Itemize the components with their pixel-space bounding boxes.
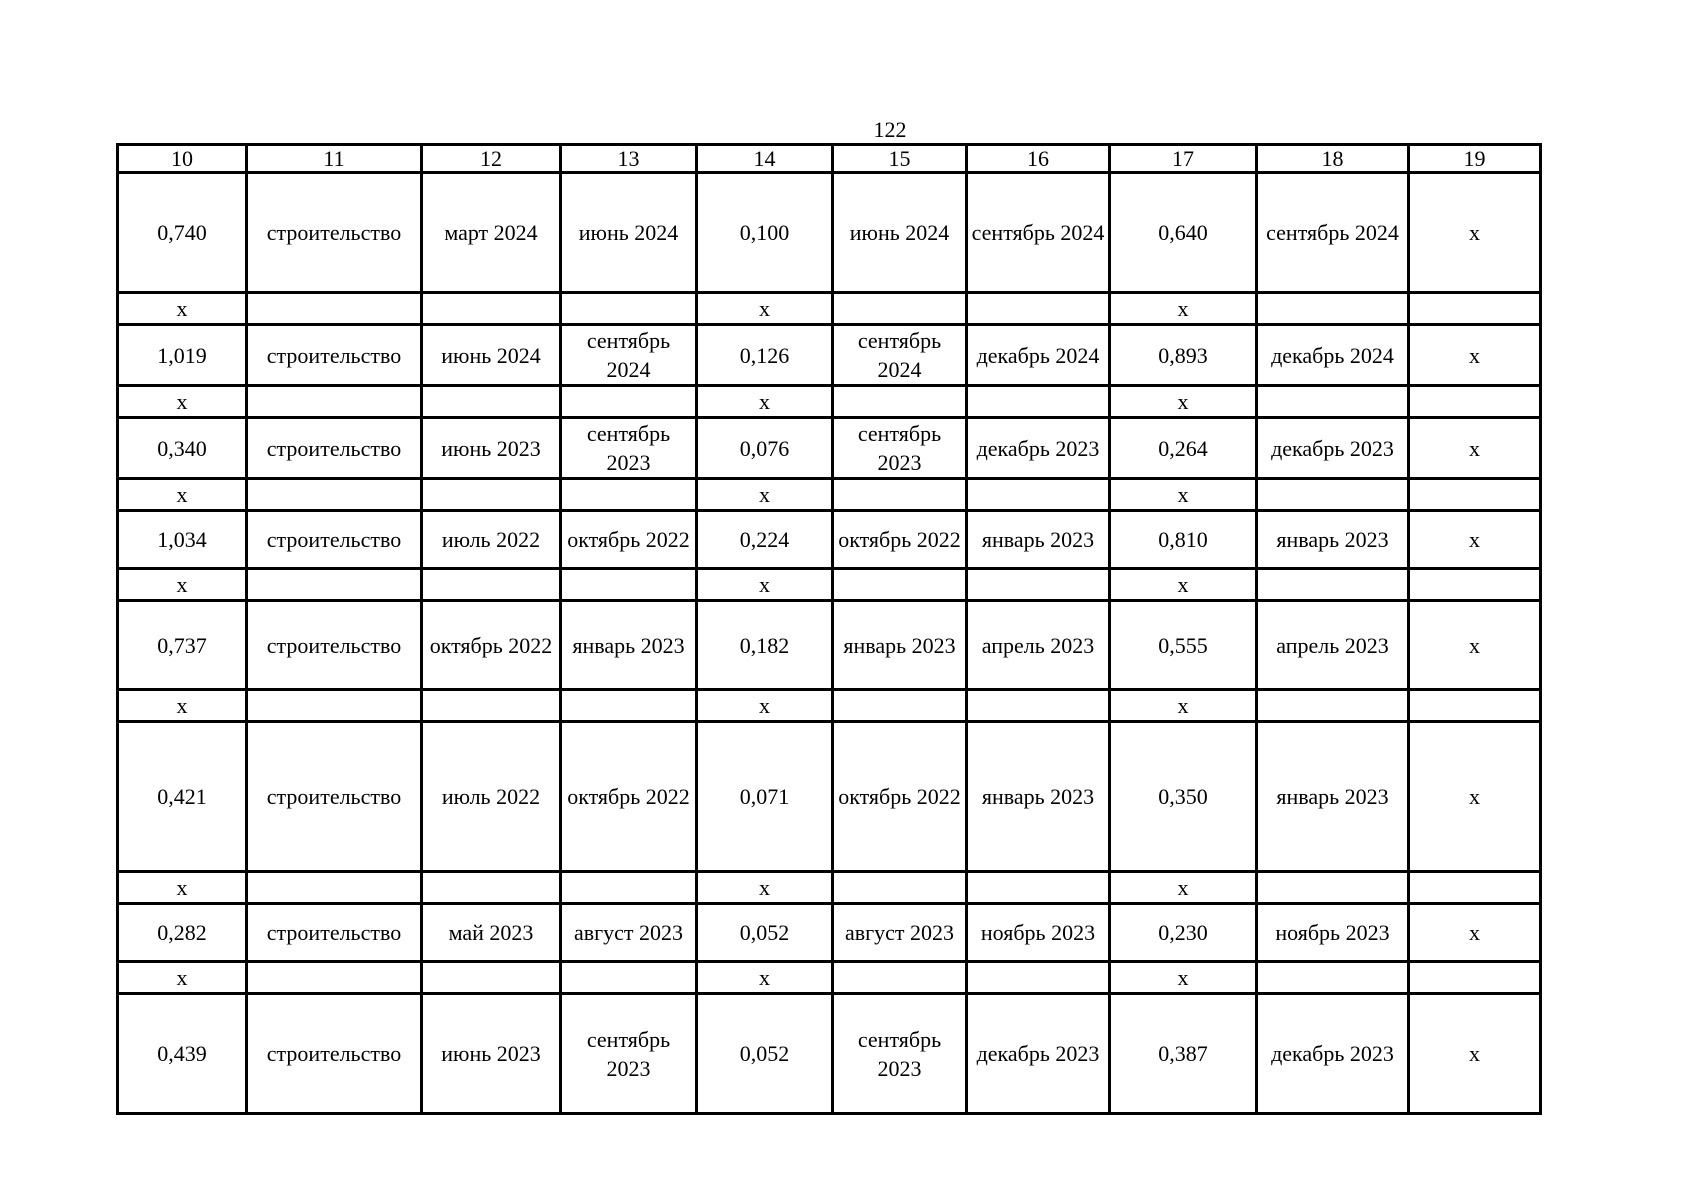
table-cell [247, 962, 422, 994]
table-cell: х [1409, 325, 1541, 386]
table-cell: март 2024 [422, 173, 561, 293]
table-cell [561, 386, 697, 418]
page-number: 122 [873, 117, 907, 142]
table-cell [833, 962, 967, 994]
table-cell: х [1409, 418, 1541, 479]
table-cell: 0,076 [697, 418, 833, 479]
table-subrow [118, 569, 1541, 601]
table-cell: х [118, 386, 247, 418]
table-cell [833, 293, 967, 325]
table-cell: х [1110, 479, 1257, 511]
table-cell: 0,555 [1110, 601, 1257, 690]
table-cell: сентябрь 2023 [833, 994, 967, 1114]
table-cell: октябрь 2022 [561, 722, 697, 872]
table-cell: х [118, 690, 247, 722]
table-row [118, 904, 1541, 962]
table-cell: 0,264 [1110, 418, 1257, 479]
table-cell: сентябрь 2024 [967, 173, 1110, 293]
table-cell: х [697, 386, 833, 418]
table-cell: июнь 2023 [422, 994, 561, 1114]
table-cell: строительство [247, 511, 422, 569]
table-cell: 0,052 [697, 904, 833, 962]
table-cell [1257, 690, 1409, 722]
table-cell: июль 2022 [422, 722, 561, 872]
table-cell: х [118, 293, 247, 325]
table-cell: х [697, 569, 833, 601]
table-cell: 1,034 [118, 511, 247, 569]
table-cell: 0,100 [697, 173, 833, 293]
table-cell: ноябрь 2023 [1257, 904, 1409, 962]
table-cell: декабрь 2024 [967, 325, 1110, 386]
table-cell [247, 479, 422, 511]
table-cell: 0,350 [1110, 722, 1257, 872]
table-cell: х [1110, 386, 1257, 418]
table-cell: ноябрь 2023 [967, 904, 1110, 962]
column-header: 13 [561, 145, 697, 173]
table-cell [422, 386, 561, 418]
table-cell: 0,640 [1110, 173, 1257, 293]
table-cell [247, 872, 422, 904]
table-cell: сентябрь 2024 [1257, 173, 1409, 293]
table-cell: х [1110, 690, 1257, 722]
table-cell: сентябрь 2023 [561, 994, 697, 1114]
table-cell: январь 2023 [833, 601, 967, 690]
table-cell [561, 293, 697, 325]
table-cell: х [118, 569, 247, 601]
column-header: 18 [1257, 145, 1409, 173]
table-cell [561, 569, 697, 601]
table-cell: х [1409, 173, 1541, 293]
table-cell [422, 293, 561, 325]
table-row [118, 601, 1541, 690]
table-cell [561, 690, 697, 722]
table-cell: сентябрь 2023 [833, 418, 967, 479]
table-cell [967, 569, 1110, 601]
table-cell: январь 2023 [967, 722, 1110, 872]
table-cell [1257, 569, 1409, 601]
table-cell [422, 569, 561, 601]
table-row [118, 511, 1541, 569]
table-cell: х [1110, 872, 1257, 904]
table-cell [967, 293, 1110, 325]
column-header: 15 [833, 145, 967, 173]
table-cell [422, 479, 561, 511]
table-cell: 0,439 [118, 994, 247, 1114]
table-cell: х [118, 872, 247, 904]
table-cell [967, 479, 1110, 511]
table-cell [422, 690, 561, 722]
table-cell: 0,737 [118, 601, 247, 690]
table-cell: декабрь 2023 [967, 418, 1110, 479]
table-cell: строительство [247, 325, 422, 386]
table-cell [422, 872, 561, 904]
table-cell: х [1110, 569, 1257, 601]
table-row [118, 994, 1541, 1114]
table-cell: июнь 2024 [561, 173, 697, 293]
table-cell [833, 386, 967, 418]
table-cell: декабрь 2023 [1257, 418, 1409, 479]
table-cell [561, 872, 697, 904]
column-header: 16 [967, 145, 1110, 173]
table-cell [967, 962, 1110, 994]
table-subrow [118, 386, 1541, 418]
table-cell [1257, 962, 1409, 994]
table-cell: х [1409, 511, 1541, 569]
table-row [118, 325, 1541, 386]
table-cell [833, 690, 967, 722]
table-cell [833, 479, 967, 511]
table-cell: х [1409, 722, 1541, 872]
table-row [118, 173, 1541, 293]
table-cell [1409, 386, 1541, 418]
table-cell: январь 2023 [1257, 511, 1409, 569]
table-cell [561, 962, 697, 994]
table-row [118, 722, 1541, 872]
table-cell: строительство [247, 601, 422, 690]
table-cell [1257, 293, 1409, 325]
table-cell: декабрь 2023 [967, 994, 1110, 1114]
table-cell: 0,071 [697, 722, 833, 872]
table-cell: х [1409, 904, 1541, 962]
table-cell: х [118, 479, 247, 511]
table-cell: декабрь 2023 [1257, 994, 1409, 1114]
column-header: 17 [1110, 145, 1257, 173]
table-cell: июнь 2023 [422, 418, 561, 479]
table-cell: январь 2023 [1257, 722, 1409, 872]
table-cell [833, 872, 967, 904]
table-cell [247, 690, 422, 722]
table-cell [1409, 569, 1541, 601]
table-cell: 0,810 [1110, 511, 1257, 569]
table-cell [1409, 872, 1541, 904]
table-cell: 0,052 [697, 994, 833, 1114]
table-cell: сентябрь 2023 [561, 418, 697, 479]
table-cell [247, 293, 422, 325]
table-cell: 0,182 [697, 601, 833, 690]
table-cell: сентябрь 2024 [833, 325, 967, 386]
table-cell [1409, 479, 1541, 511]
table-subrow [118, 872, 1541, 904]
table-cell [1257, 479, 1409, 511]
table-cell: х [697, 293, 833, 325]
table-cell: 0,126 [697, 325, 833, 386]
table-subrow [118, 479, 1541, 511]
table-cell: строительство [247, 418, 422, 479]
table-cell: январь 2023 [967, 511, 1110, 569]
column-header: 10 [118, 145, 247, 173]
table-cell [1409, 690, 1541, 722]
table-cell: декабрь 2024 [1257, 325, 1409, 386]
table-cell: строительство [247, 994, 422, 1114]
table-cell [1409, 962, 1541, 994]
table-cell [247, 386, 422, 418]
column-header: 11 [247, 145, 422, 173]
table-cell [967, 386, 1110, 418]
table-cell: июль 2022 [422, 511, 561, 569]
table-cell: х [1110, 962, 1257, 994]
table-cell [247, 569, 422, 601]
table-cell [561, 479, 697, 511]
header-row [118, 145, 1541, 173]
table-cell: октябрь 2022 [833, 722, 967, 872]
table-cell: январь 2023 [561, 601, 697, 690]
table-cell: х [697, 872, 833, 904]
table-cell: июнь 2024 [833, 173, 967, 293]
table-cell: май 2023 [422, 904, 561, 962]
table-cell: август 2023 [833, 904, 967, 962]
table-cell [1257, 872, 1409, 904]
table-cell: х [118, 962, 247, 994]
table-cell [833, 569, 967, 601]
table-cell: июнь 2024 [422, 325, 561, 386]
data-table [116, 143, 1542, 1115]
table-cell: 1,019 [118, 325, 247, 386]
table-cell: х [697, 962, 833, 994]
table-subrow [118, 690, 1541, 722]
table-cell: октябрь 2022 [561, 511, 697, 569]
table-cell: август 2023 [561, 904, 697, 962]
table-cell: строительство [247, 904, 422, 962]
table-cell: октябрь 2022 [833, 511, 967, 569]
table-cell: строительство [247, 173, 422, 293]
table-cell [967, 872, 1110, 904]
table-cell: апрель 2023 [1257, 601, 1409, 690]
table-cell: 0,740 [118, 173, 247, 293]
table-cell: строительство [247, 722, 422, 872]
table-cell [967, 690, 1110, 722]
table-cell: 0,893 [1110, 325, 1257, 386]
table-cell: 0,340 [118, 418, 247, 479]
table-cell: сентябрь 2024 [561, 325, 697, 386]
table-cell: апрель 2023 [967, 601, 1110, 690]
column-header: 14 [697, 145, 833, 173]
column-header: 19 [1409, 145, 1541, 173]
table-row [118, 418, 1541, 479]
table-cell: 0,282 [118, 904, 247, 962]
table-subrow [118, 962, 1541, 994]
table-cell: 0,230 [1110, 904, 1257, 962]
table-cell: 0,224 [697, 511, 833, 569]
table-cell [422, 962, 561, 994]
table-cell: х [1409, 994, 1541, 1114]
table-cell: х [1110, 293, 1257, 325]
column-header: 12 [422, 145, 561, 173]
table-cell: х [1409, 601, 1541, 690]
table-cell: х [697, 479, 833, 511]
table-cell: 0,387 [1110, 994, 1257, 1114]
table-cell: х [697, 690, 833, 722]
table-cell: октябрь 2022 [422, 601, 561, 690]
table-cell [1409, 293, 1541, 325]
table-subrow [118, 293, 1541, 325]
table-cell: 0,421 [118, 722, 247, 872]
table-cell [1257, 386, 1409, 418]
